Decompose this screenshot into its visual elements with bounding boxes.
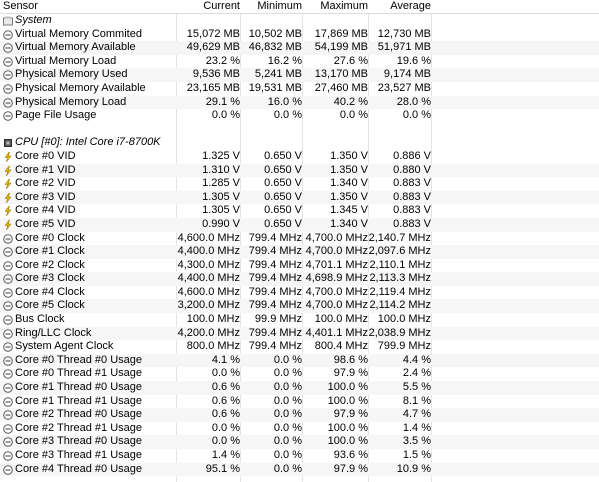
current-value: 0.0 % <box>211 421 240 434</box>
average-value: 28.0 % <box>396 95 431 108</box>
maximum-value: 4,401.1 MHz <box>305 326 368 339</box>
sensor-name: Core #0 Thread #1 Usage <box>15 367 142 380</box>
circle-minus-icon <box>3 43 13 53</box>
minimum-value: 0.0 % <box>273 462 302 475</box>
group-label: System <box>15 14 52 26</box>
minimum-value: 0.0 % <box>273 394 302 407</box>
current-value: 100.0 MHz <box>186 313 240 326</box>
table-row[interactable] <box>0 82 599 96</box>
circle-minus-icon <box>3 342 13 352</box>
minimum-value: 0.650 V <box>264 204 302 217</box>
minimum-value: 0.650 V <box>264 163 302 176</box>
maximum-value: 100.0 % <box>327 421 368 434</box>
sensor-name: Physical Memory Available <box>15 81 146 94</box>
group-label: CPU [#0]: Intel Core i7-8700K <box>15 136 161 149</box>
minimum-value: 799.4 MHz <box>248 326 302 339</box>
current-value: 800.0 MHz <box>186 340 240 353</box>
maximum-value: 97.9 % <box>333 408 368 421</box>
system-icon <box>3 16 13 26</box>
current-value: 4.1 % <box>211 353 240 366</box>
table-row[interactable] <box>0 164 599 178</box>
lightning-bolt-icon <box>3 152 13 162</box>
table-row[interactable] <box>0 395 599 409</box>
circle-minus-icon <box>3 247 13 257</box>
circle-minus-icon <box>3 437 13 447</box>
maximum-value: 100.0 % <box>327 435 368 448</box>
maximum-value: 1.350 V <box>330 163 368 176</box>
current-value: 4,600.0 MHz <box>177 285 240 298</box>
current-value: 4,300.0 MHz <box>177 258 240 271</box>
current-value: 95.1 % <box>205 462 240 475</box>
table-row[interactable] <box>0 109 599 123</box>
maximum-value: 1.340 V <box>330 217 368 230</box>
average-value: 2,097.6 MHz <box>368 245 431 258</box>
table-row[interactable] <box>0 435 599 449</box>
table-row[interactable] <box>0 272 599 286</box>
minimum-value: 799.4 MHz <box>248 340 302 353</box>
table-row[interactable] <box>0 96 599 110</box>
column-header-row <box>0 0 599 14</box>
group-row-system[interactable] <box>0 14 599 28</box>
minimum-value: 0.650 V <box>264 217 302 230</box>
average-value: 23,527 MB <box>377 81 431 94</box>
table-row[interactable] <box>0 259 599 273</box>
maximum-value: 4,700.0 MHz <box>305 245 368 258</box>
sensor-name: Core #3 Clock <box>15 272 85 285</box>
maximum-value: 98.6 % <box>333 353 368 366</box>
maximum-value: 1.350 V <box>330 149 368 162</box>
minimum-value: 799.4 MHz <box>248 285 302 298</box>
sensor-name: Page File Usage <box>15 109 97 122</box>
average-value: 0.883 V <box>393 177 431 190</box>
sensor-name: Core #2 Thread #1 Usage <box>15 421 142 434</box>
table-row[interactable] <box>0 218 599 232</box>
circle-minus-icon <box>3 84 13 94</box>
minimum-value: 5,241 MB <box>254 68 302 81</box>
average-value: 1.5 % <box>402 449 431 461</box>
minimum-value: 16.0 % <box>267 95 302 108</box>
circle-minus-icon <box>3 356 13 366</box>
minimum-value: 799.4 MHz <box>248 245 302 258</box>
minimum-value: 799.4 MHz <box>248 258 302 271</box>
sensor-name: Core #5 Clock <box>15 299 85 312</box>
column-header-minimum[interactable]: Minimum <box>257 0 302 12</box>
current-value: 0.6 % <box>211 408 240 421</box>
average-value: 2,140.7 MHz <box>368 231 431 244</box>
maximum-value: 1.345 V <box>330 204 368 217</box>
column-header-current[interactable]: Current <box>203 0 240 12</box>
maximum-value: 4,701.1 MHz <box>305 258 368 271</box>
table-row[interactable] <box>0 340 599 354</box>
average-value: 2,113.3 MHz <box>369 272 431 285</box>
maximum-value: 40.2 % <box>333 95 368 108</box>
current-value: 0.990 V <box>202 217 240 230</box>
average-value: 0.886 V <box>393 149 431 162</box>
table-row[interactable] <box>0 286 599 300</box>
table-row[interactable] <box>0 408 599 422</box>
current-value: 29.1 % <box>205 95 240 108</box>
table-row[interactable] <box>0 28 599 42</box>
minimum-value: 0.0 % <box>273 449 302 461</box>
current-value: 9,536 MB <box>192 68 240 81</box>
sensor-name: Ring/LLC Clock <box>15 326 92 339</box>
minimum-value: 99.9 MHz <box>254 313 302 326</box>
minimum-value: 0.0 % <box>273 435 302 448</box>
minimum-value: 799.4 MHz <box>248 231 302 244</box>
column-header-sensor[interactable]: Sensor <box>3 0 38 12</box>
sensor-name: Core #4 Thread #0 Usage <box>15 462 142 475</box>
current-value: 1.4 % <box>211 449 240 461</box>
sensor-name: Virtual Memory Load <box>15 54 117 67</box>
circle-minus-icon <box>3 234 13 244</box>
minimum-value: 799.4 MHz <box>248 272 302 285</box>
circle-minus-icon <box>3 465 13 475</box>
current-value: 1.305 V <box>202 190 240 203</box>
sensor-name: Core #4 Clock <box>15 285 85 298</box>
maximum-value: 1.340 V <box>330 177 368 190</box>
current-value: 0.0 % <box>211 435 240 448</box>
average-value: 2,038.9 MHz <box>368 326 431 339</box>
table-row[interactable] <box>0 327 599 341</box>
lightning-bolt-icon <box>3 220 13 230</box>
circle-minus-icon <box>3 57 13 67</box>
maximum-value: 97.9 % <box>333 367 368 380</box>
maximum-value: 800.4 MHz <box>314 340 368 353</box>
average-value: 19.6 % <box>396 54 431 67</box>
average-value: 1.4 % <box>402 421 431 434</box>
circle-minus-icon <box>3 383 13 393</box>
maximum-value: 100.0 MHz <box>314 313 368 326</box>
circle-minus-icon <box>3 369 13 379</box>
average-value: 2,110.1 MHz <box>369 258 431 271</box>
table-row[interactable] <box>0 313 599 327</box>
average-value: 799.9 MHz <box>377 340 431 353</box>
sensor-name: Core #0 VID <box>15 149 76 162</box>
sensor-name: Core #1 Thread #0 Usage <box>15 381 142 394</box>
minimum-value: 16.2 % <box>267 54 302 67</box>
average-value: 0.883 V <box>393 204 431 217</box>
average-value: 12,730 MB <box>377 27 431 40</box>
average-value: 2,119.4 MHz <box>369 285 431 298</box>
table-row[interactable] <box>0 177 599 191</box>
average-value: 4.7 % <box>402 408 431 421</box>
maximum-value: 1.350 V <box>330 190 368 203</box>
average-value: 0.0 % <box>402 109 431 122</box>
current-value: 15,072 MB <box>186 27 240 40</box>
sensor-name: Core #3 Thread #0 Usage <box>15 435 142 448</box>
maximum-value: 0.0 % <box>339 109 368 122</box>
current-value: 1.310 V <box>202 163 240 176</box>
maximum-value: 27.6 % <box>333 54 368 67</box>
current-value: 49,629 MB <box>186 41 240 54</box>
circle-minus-icon <box>3 451 13 461</box>
current-value: 1.325 V <box>202 149 240 162</box>
average-value: 4.4 % <box>402 353 431 366</box>
minimum-value: 0.650 V <box>264 190 302 203</box>
table-row[interactable] <box>0 232 599 246</box>
circle-minus-icon <box>3 30 13 40</box>
circle-minus-icon <box>3 424 13 434</box>
table-row[interactable] <box>0 191 599 205</box>
current-value: 23.2 % <box>205 54 240 67</box>
sensor-name: Core #5 VID <box>15 217 76 230</box>
sensor-name: Physical Memory Load <box>15 95 127 108</box>
current-value: 0.6 % <box>211 381 240 394</box>
current-value: 0.0 % <box>211 367 240 380</box>
average-value: 3.5 % <box>402 435 431 448</box>
current-value: 4,600.0 MHz <box>177 231 240 244</box>
minimum-value: 799.4 MHz <box>248 299 302 312</box>
table-row[interactable] <box>0 367 599 381</box>
maximum-value: 4,698.9 MHz <box>305 272 368 285</box>
table-row[interactable] <box>0 381 599 395</box>
minimum-value: 19,531 MB <box>248 81 302 94</box>
maximum-value: 93.6 % <box>333 449 368 461</box>
circle-minus-icon <box>3 70 13 80</box>
sensor-name: Core #1 Thread #1 Usage <box>15 394 142 407</box>
table-row[interactable] <box>0 41 599 55</box>
maximum-value: 4,700.0 MHz <box>305 285 368 298</box>
circle-minus-icon <box>3 274 13 284</box>
maximum-value: 100.0 % <box>327 381 368 394</box>
minimum-value: 0.0 % <box>273 381 302 394</box>
sensor-name: Physical Memory Used <box>15 68 128 81</box>
average-value: 0.883 V <box>393 190 431 203</box>
sensor-name: Core #0 Thread #0 Usage <box>15 353 142 366</box>
average-value: 2,114.2 MHz <box>369 299 431 312</box>
minimum-value: 0.0 % <box>273 109 302 122</box>
table-row[interactable] <box>0 150 599 164</box>
sensor-name: Bus Clock <box>15 313 65 326</box>
table-row[interactable] <box>0 245 599 259</box>
table-row[interactable] <box>0 449 599 463</box>
column-header-maximum[interactable]: Maximum <box>320 0 368 12</box>
minimum-value: 0.650 V <box>264 177 302 190</box>
current-value: 23,165 MB <box>186 81 240 94</box>
maximum-value: 4,700.0 MHz <box>305 299 368 312</box>
circle-minus-icon <box>3 301 13 311</box>
current-value: 1.285 V <box>202 177 240 190</box>
sensor-name: Core #2 Clock <box>15 258 85 271</box>
sensor-name: Core #1 Clock <box>15 245 85 258</box>
current-value: 0.0 % <box>211 109 240 122</box>
average-value: 8.1 % <box>402 394 431 407</box>
system-sensor-list <box>0 28 599 123</box>
maximum-value: 13,170 MB <box>314 68 368 81</box>
circle-minus-icon <box>3 329 13 339</box>
table-row[interactable] <box>0 204 599 218</box>
circle-minus-icon <box>3 261 13 271</box>
sensor-name: Core #0 Clock <box>15 231 85 244</box>
cpu-chip-icon <box>3 138 13 148</box>
sensor-name: Core #3 VID <box>15 190 76 203</box>
minimum-value: 46,832 MB <box>248 41 302 54</box>
average-value: 0.880 V <box>393 163 431 176</box>
table-row[interactable] <box>0 68 599 82</box>
sensor-name: Virtual Memory Commited <box>15 27 142 40</box>
average-value: 51,971 MB <box>377 41 431 54</box>
maximum-value: 97.9 % <box>333 462 368 475</box>
average-value: 2.4 % <box>402 367 431 380</box>
circle-minus-icon <box>3 111 13 121</box>
sensor-name: System Agent Clock <box>15 340 114 353</box>
minimum-value: 0.0 % <box>273 408 302 421</box>
table-row[interactable] <box>0 299 599 313</box>
sensor-name: Virtual Memory Available <box>15 41 136 54</box>
minimum-value: 0.0 % <box>273 367 302 380</box>
minimum-value: 0.650 V <box>264 149 302 162</box>
maximum-value: 54,199 MB <box>314 41 368 54</box>
circle-minus-icon <box>3 410 13 420</box>
maximum-value: 17,869 MB <box>314 27 368 40</box>
table-row[interactable] <box>0 422 599 436</box>
average-value: 9,174 MB <box>383 68 431 81</box>
lightning-bolt-icon <box>3 166 13 176</box>
cpu-sensor-list <box>0 150 599 476</box>
lightning-bolt-icon <box>3 179 13 189</box>
average-value: 10.9 % <box>396 462 431 475</box>
column-header-average[interactable]: Average <box>390 0 431 12</box>
lightning-bolt-icon <box>3 193 13 203</box>
current-value: 4,400.0 MHz <box>177 272 240 285</box>
current-value: 4,400.0 MHz <box>177 245 240 258</box>
sensor-name: Core #1 VID <box>15 163 76 176</box>
current-value: 4,200.0 MHz <box>177 326 240 339</box>
sensor-name: Core #2 VID <box>15 177 76 190</box>
current-value: 3,200.0 MHz <box>177 299 240 312</box>
current-value: 0.6 % <box>211 394 240 407</box>
table-row[interactable] <box>0 354 599 368</box>
average-value: 100.0 MHz <box>377 313 431 326</box>
table-row[interactable] <box>0 55 599 69</box>
minimum-value: 0.0 % <box>273 353 302 366</box>
maximum-value: 4,700.0 MHz <box>305 231 368 244</box>
average-value: 5.5 % <box>402 381 431 394</box>
table-row[interactable] <box>0 463 599 477</box>
circle-minus-icon <box>3 315 13 325</box>
minimum-value: 10,502 MB <box>248 27 302 40</box>
lightning-bolt-icon <box>3 206 13 216</box>
maximum-value: 100.0 % <box>327 394 368 407</box>
sensor-name: Core #3 Thread #1 Usage <box>15 449 142 461</box>
circle-minus-icon <box>3 288 13 298</box>
maximum-value: 27,460 MB <box>314 81 368 94</box>
circle-minus-icon <box>3 397 13 407</box>
current-value: 1.305 V <box>202 204 240 217</box>
sensor-name: Core #4 VID <box>15 204 76 217</box>
spacer-row <box>0 123 599 137</box>
group-row-cpu[interactable] <box>0 136 599 150</box>
circle-minus-icon <box>3 98 13 108</box>
sensor-name: Core #2 Thread #0 Usage <box>15 408 142 421</box>
minimum-value: 0.0 % <box>273 421 302 434</box>
average-value: 0.883 V <box>393 217 431 230</box>
